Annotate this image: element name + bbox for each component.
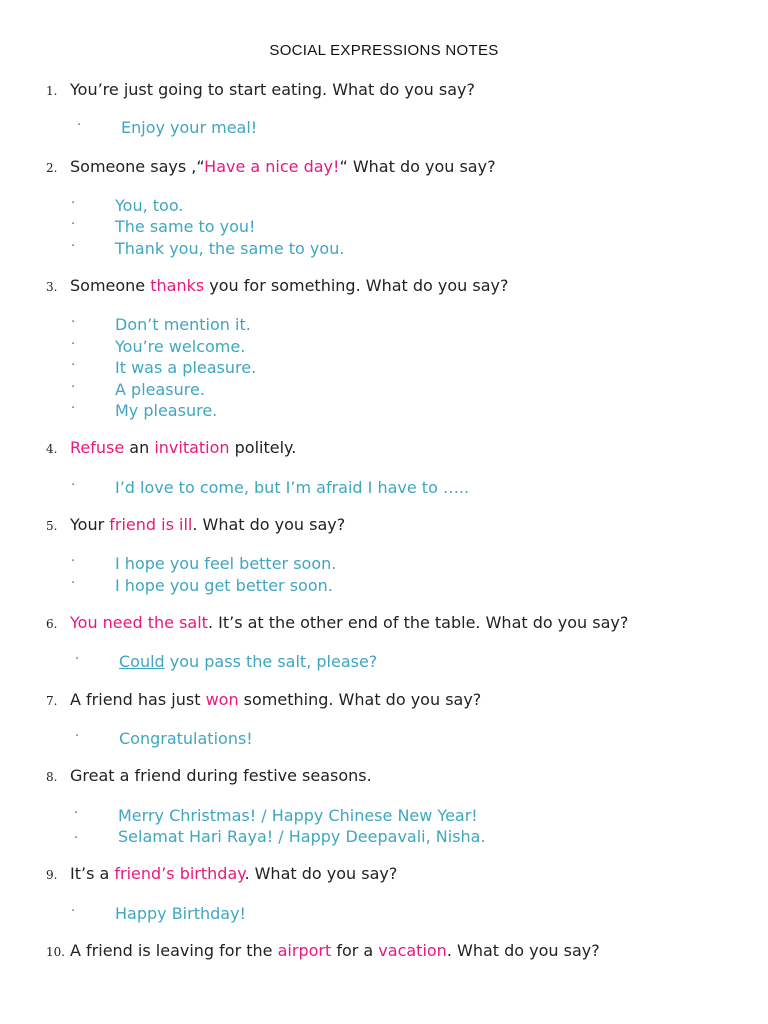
- text-segment: an: [124, 438, 155, 457]
- text-segment: Congratulations!: [119, 729, 253, 748]
- text-segment: My pleasure.: [115, 401, 218, 420]
- answer-item: [71, 478, 470, 497]
- text-segment: you for something. What do you say?: [204, 276, 509, 295]
- answer-item: [77, 118, 258, 137]
- bullet-icon: ·: [75, 652, 80, 667]
- text-segment: I hope you feel better soon.: [115, 554, 337, 573]
- text-segment: The same to you!: [115, 217, 256, 236]
- question-2: [46, 157, 496, 176]
- answer-item: [75, 652, 378, 671]
- text-segment: “ What do you say?: [339, 157, 496, 176]
- text-segment: A friend has just: [70, 690, 206, 709]
- answer-item: [71, 337, 246, 356]
- highlight-text: thanks: [150, 276, 205, 295]
- answer-item: [71, 401, 218, 420]
- text-segment: Merry Christmas! / Happy Chinese New Year!: [118, 806, 478, 825]
- text-segment: It was a pleasure.: [115, 358, 257, 377]
- text-segment: Someone: [70, 276, 151, 295]
- text-segment: You, too.: [115, 196, 184, 215]
- highlight-text: Refuse: [70, 438, 125, 457]
- question-number: 9.: [46, 868, 58, 882]
- answer-item: [71, 380, 205, 399]
- answer-item: [71, 217, 256, 236]
- answer-item: [71, 358, 257, 377]
- question-number: 8.: [46, 770, 58, 784]
- text-segment: . What do you say?: [244, 864, 398, 883]
- question-number: 10.: [46, 945, 66, 959]
- bullet-icon: ·: [74, 806, 79, 821]
- bullet-icon: ·: [71, 358, 76, 373]
- bullet-icon: ·: [75, 729, 80, 744]
- text-segment: I hope you get better soon.: [115, 576, 333, 595]
- question-number: 2.: [46, 161, 58, 175]
- bullet-icon: ·: [71, 196, 76, 211]
- text-segment: Someone says ,“: [70, 157, 205, 176]
- text-segment: A friend is leaving for the: [70, 941, 278, 960]
- bullet-icon: ·: [77, 118, 82, 133]
- bullet-icon: ·: [71, 401, 76, 416]
- highlight-text: You need the salt: [70, 613, 208, 632]
- highlight-text: friend is ill: [109, 515, 193, 534]
- question-9: [46, 864, 397, 883]
- answer-item: [71, 196, 184, 215]
- answer-item: [75, 729, 253, 748]
- answer-item: [74, 806, 478, 825]
- question-10: [46, 941, 600, 960]
- text-segment: Your: [70, 515, 110, 534]
- text-segment: Don’t mention it.: [115, 315, 251, 334]
- question-5: [46, 515, 345, 534]
- highlight-text: Have a nice day!: [204, 157, 340, 176]
- text-segment: . What do you say?: [446, 941, 600, 960]
- bullet-icon: ·: [71, 380, 76, 395]
- answer-item: [71, 904, 246, 923]
- bullet-icon: ·: [71, 554, 76, 569]
- bullet-icon: ·: [71, 904, 76, 919]
- bullet-icon: ·: [71, 239, 76, 254]
- text-segment: A pleasure.: [115, 380, 205, 399]
- question-number: 3.: [46, 280, 58, 294]
- text-segment: something. What do you say?: [238, 690, 482, 709]
- answer-item: [71, 239, 345, 258]
- highlight-text: won: [205, 690, 239, 709]
- highlight-text: invitation: [154, 438, 230, 457]
- text-segment: It’s a: [70, 864, 115, 883]
- question-text: You’re just going to start eating. What do you say?: [70, 80, 475, 99]
- text-segment: . What do you say?: [192, 515, 346, 534]
- answer-item: [71, 315, 251, 334]
- question-number: 5.: [46, 519, 58, 533]
- highlight-text: airport: [277, 941, 332, 960]
- text-segment: . It’s at the other end of the table. What do you say?: [207, 613, 629, 632]
- bullet-icon: ·: [71, 217, 76, 232]
- bullet-icon: ·: [71, 337, 76, 352]
- answer-item: [74, 827, 486, 846]
- question-6: [46, 613, 628, 632]
- text-segment: Selamat Hari Raya! / Happy Deepavali, Nisha.: [118, 827, 486, 846]
- question-7: [46, 690, 481, 709]
- page-title: SOCIAL EXPRESSIONS NOTES: [269, 42, 499, 59]
- highlight-text: vacation: [378, 941, 447, 960]
- question-4: [46, 438, 296, 457]
- text-segment: Enjoy your meal!: [121, 118, 258, 137]
- question-number: 4.: [46, 442, 58, 456]
- text-segment: Happy Birthday!: [115, 904, 246, 923]
- text-segment: Thank you, the same to you.: [115, 239, 345, 258]
- answer-item: [71, 576, 333, 595]
- highlight-text: friend’s birthday: [114, 864, 245, 883]
- text-segment: I’d love to come, but I’m afraid I have to …..: [115, 478, 470, 497]
- text-segment: Great a friend during festive seasons.: [70, 766, 372, 785]
- text-segment: politely.: [229, 438, 297, 457]
- underlined-word: Could: [119, 652, 165, 671]
- question-number: 1.: [46, 84, 58, 98]
- bullet-icon: ·: [71, 478, 76, 493]
- bullet-icon: ·: [71, 315, 76, 330]
- text-segment: You’re welcome.: [115, 337, 246, 356]
- question-number: 7.: [46, 694, 58, 708]
- question-number: 6.: [46, 617, 58, 631]
- answer-item: [71, 554, 337, 573]
- text-segment: you pass the salt, please?: [164, 652, 378, 671]
- question-8: [46, 766, 372, 785]
- bullet-icon: ·: [71, 576, 76, 591]
- bullet-icon: .: [74, 827, 79, 842]
- text-segment: for a: [331, 941, 379, 960]
- question-3: [46, 276, 508, 295]
- question-1: [46, 80, 475, 99]
